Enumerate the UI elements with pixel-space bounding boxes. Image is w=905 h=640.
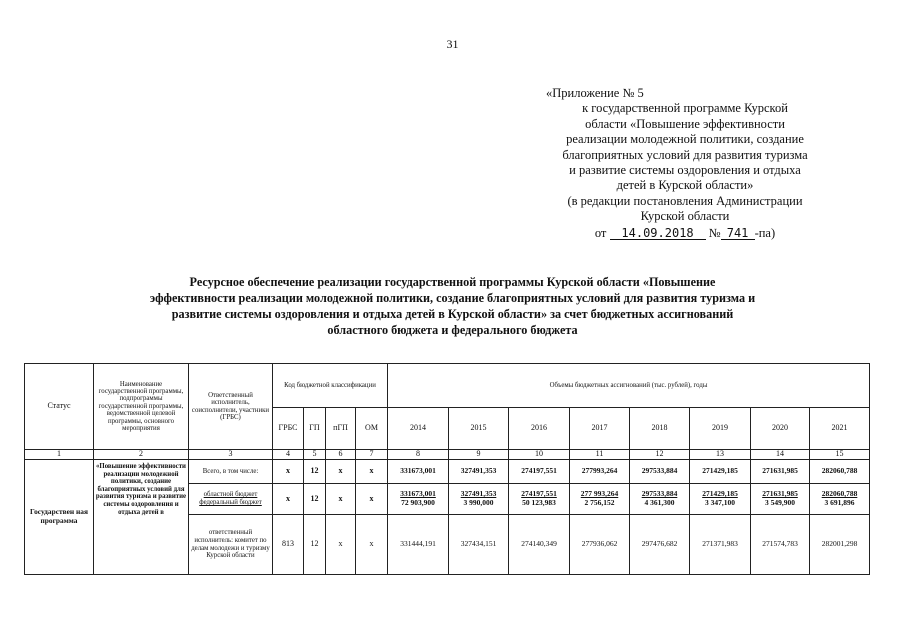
value-cell <box>570 484 630 515</box>
resource-table <box>24 363 870 575</box>
value-cell <box>810 484 870 515</box>
regional-value: 271631,985 <box>762 489 798 499</box>
executor-cell: Всего, в том числе: <box>189 460 273 484</box>
header-gp: ГП <box>304 408 326 450</box>
header-year: 2017 <box>570 408 630 450</box>
header-year: 2021 <box>810 408 870 450</box>
executor-cell: ответственный исполнитель: комитет по делам молодежи и туризму Курской области <box>189 515 273 575</box>
value-cell: 271574,783 <box>751 515 810 575</box>
col-number: 12 <box>630 450 690 460</box>
regional-value: 297533,884 <box>641 489 678 499</box>
col-number: 4 <box>273 450 304 460</box>
federal-value: 3 347,100 <box>705 498 735 507</box>
regional-value: 274197,551 <box>521 489 557 499</box>
appendix-date-line <box>520 226 850 241</box>
federal-value: 3 549,900 <box>765 498 795 507</box>
number-suffix: -па) <box>754 225 776 240</box>
value-cell: 331444,191 <box>388 515 449 575</box>
code-cell: 12 <box>304 484 326 515</box>
federal-value: 4 361,300 <box>644 498 675 507</box>
federal-value: 3 990,000 <box>463 498 494 507</box>
value-cell: 327491,353 <box>449 460 509 484</box>
number-prefix: № <box>708 225 721 240</box>
appendix-line: реализации молодежной политики, создание <box>566 132 804 147</box>
value-cell: 271429,185 <box>690 460 751 484</box>
value-cell: 282001,298 <box>810 515 870 575</box>
header-year: 2016 <box>509 408 570 450</box>
title-line: Ресурсное обеспечение реализации государственной программы Курской области «Повышение <box>189 275 716 289</box>
value-cell: 297476,682 <box>630 515 690 575</box>
value-cell <box>751 484 810 515</box>
header-year: 2015 <box>449 408 509 450</box>
status-cell: Государствен ная программа <box>25 460 94 575</box>
code-cell: х <box>356 515 388 575</box>
regional-value: 277 993,264 <box>580 489 619 499</box>
code-cell: х <box>273 484 304 515</box>
title-line: эффективности реализации молодежной политики, создание благоприятных условий для развития туризма и <box>149 291 756 305</box>
appendix-line: к государственной программе Курской <box>582 101 788 116</box>
title-line: развитие системы оздоровления и отдыха детей в Курской области» за счет бюджетных ассигнований <box>171 307 734 321</box>
header-pgp: пГП <box>326 408 356 450</box>
header-om: ОМ <box>356 408 388 450</box>
program-name-cell: «Повышение эффективности реализации молодежной политики, создание благоприятных условий для развития туризма и развитие системы оздоровления и отдыха детей в <box>94 460 189 575</box>
value-cell: 271371,983 <box>690 515 751 575</box>
title-line: областного бюджета и федерального бюджета <box>327 323 578 337</box>
regional-value: 331673,001 <box>400 489 436 499</box>
header-grbs: ГРБС <box>273 408 304 450</box>
regional-value: 327491,353 <box>460 489 497 499</box>
appendix-line: Курской области <box>640 209 730 224</box>
header-year: 2020 <box>751 408 810 450</box>
federal-value: 50 123,983 <box>522 498 556 507</box>
code-cell: 12 <box>304 515 326 575</box>
document-title <box>40 274 865 338</box>
value-cell: 274140,349 <box>509 515 570 575</box>
value-cell <box>690 484 751 515</box>
appendix-line: благоприятных условий для развития туризма <box>562 147 808 162</box>
decree-date: 14.09.2018 <box>610 227 706 240</box>
header-year: 2014 <box>388 408 449 450</box>
col-number: 14 <box>751 450 810 460</box>
page-number: 31 <box>446 37 459 51</box>
col-number: 1 <box>25 450 94 460</box>
col-number: 15 <box>810 450 870 460</box>
header-volumes: Объемы бюджетных ассигнований (тыс. рублей), годы <box>388 364 870 408</box>
value-cell: 271631,985 <box>751 460 810 484</box>
federal-value: 72 903,900 <box>401 498 435 507</box>
col-number: 7 <box>356 450 388 460</box>
code-cell: х <box>326 484 356 515</box>
value-cell: 277936,062 <box>570 515 630 575</box>
header-budget-code: Код бюджетной классификации <box>273 364 388 408</box>
value-cell: 297533,884 <box>630 460 690 484</box>
regional-value: 282060,788 <box>821 489 858 499</box>
code-cell: х <box>356 460 388 484</box>
col-number: 3 <box>189 450 273 460</box>
federal-value: 3 691,896 <box>824 498 855 507</box>
appendix-line: области «Повышение эффективности <box>585 116 785 131</box>
value-cell: 274197,551 <box>509 460 570 484</box>
code-cell: 813 <box>273 515 304 575</box>
value-cell <box>509 484 570 515</box>
appendix-header <box>520 86 850 241</box>
header-executor: Ответственный исполнитель, соисполнители, участники (ГРБС) <box>189 364 273 450</box>
executor-cell: областной бюджет федеральный бюджет <box>189 484 273 515</box>
appendix-line: (в редакции постановления Администрации <box>567 193 803 208</box>
code-cell: х <box>356 484 388 515</box>
code-cell: х <box>273 460 304 484</box>
header-status: Статус <box>25 364 94 450</box>
header-year: 2018 <box>630 408 690 450</box>
value-cell: 331673,001 <box>388 460 449 484</box>
date-prefix: от <box>594 225 607 240</box>
appendix-line: «Приложение № 5 <box>546 86 644 100</box>
code-cell: х <box>326 515 356 575</box>
header-year: 2019 <box>690 408 751 450</box>
value-cell <box>449 484 509 515</box>
col-number: 5 <box>304 450 326 460</box>
value-cell: 282060,788 <box>810 460 870 484</box>
federal-value: 2 756,152 <box>584 498 615 507</box>
appendix-line: и развитие системы оздоровления и отдыха <box>569 163 801 178</box>
header-name: Наименование государственной программы, подпрограммы государственной программы, ведомственной целевой программы, основного мероприятия <box>94 364 189 450</box>
value-cell: 277993,264 <box>570 460 630 484</box>
col-number: 13 <box>690 450 751 460</box>
col-number: 11 <box>570 450 630 460</box>
regional-value: 271429,185 <box>702 489 738 499</box>
code-cell: х <box>326 460 356 484</box>
value-cell <box>630 484 690 515</box>
col-number: 10 <box>509 450 570 460</box>
code-cell: 12 <box>304 460 326 484</box>
col-number: 8 <box>388 450 449 460</box>
value-cell: 327434,151 <box>449 515 509 575</box>
col-number: 9 <box>449 450 509 460</box>
col-number: 2 <box>94 450 189 460</box>
col-number: 6 <box>326 450 356 460</box>
value-cell <box>388 484 449 515</box>
table-row <box>25 460 870 484</box>
appendix-line: детей в Курской области» <box>616 178 754 193</box>
decree-number: 741 <box>721 227 755 240</box>
